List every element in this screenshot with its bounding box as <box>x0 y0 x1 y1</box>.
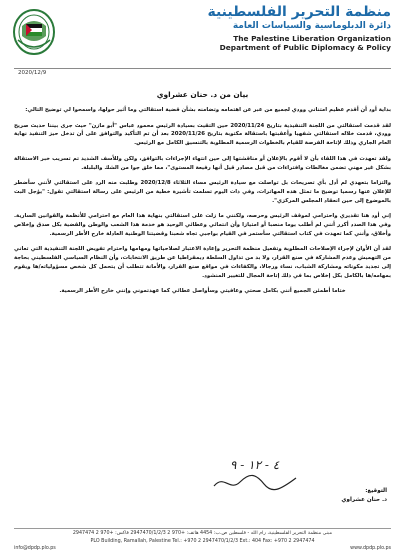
footer-contacts <box>14 546 391 551</box>
footer-website: www.dpdp.plo.ps <box>350 546 391 551</box>
footer-address-english: PLO Building, Ramallah, Palestine Tel.: +970 2 2947470/1/2/3 Ext.: 404 Fax: +970 2 2947474 <box>90 539 315 544</box>
paragraph-resignation: لقد قدمت استقالتي من اللجنة التنفيذية بتاريخ 2020/11/24 حين التقيت بسيادة الرئيس محمود عباس "أبو مازن" حيث جرى بيننا حديث صريح وودي، قدمت خلاله استقالتي شفهيا وأعقبتها باستقالة مكتوبة بتاريخ 2020/11/26 بعد أن تم التأكيد والتوافق على أن تدخل حيز التنفيذ نهاية العام الجاري وذلك لإتاحة الفرصة للقيام بالخطوات الرسمية المطلوبة بالتنسيق الكامل مع الرئيس. <box>14 122 391 147</box>
plo-emblem-icon <box>10 6 58 58</box>
signature-icon <box>210 470 300 494</box>
letterhead-text <box>141 4 391 52</box>
letterhead <box>0 0 405 66</box>
department-name-arabic: دائرة الدبلوماسية والسياسات العامة <box>232 21 391 31</box>
footer-address-arabic: مبنى منظمة التحرير الفلسطينية، رام الله - فلسطين ص.ب: 4454 هاتف: +970 2 2947470/1/2/3 فاكس: +970 2 2947474 <box>72 531 333 536</box>
footer-divider <box>14 528 391 529</box>
signature-block <box>341 487 387 505</box>
letter-subject: بيان من د. حنان عشراوي <box>156 90 249 99</box>
paragraph-pledge: ولقد تعهدت في هذا اللقاء بأن لا أقوم بالإعلان أو مناقشتها إلى حين انتهاء الإجراءات بالتوافق، ولكن وللأسف الشديد تم تسريب خبر الاستقالة بشكل غير مهني تضمن مغالطات وافتراءات من قبل مصادر قيل أنها رفيعة المستوى"، مما خلق جوا من الشك والبلبلة. <box>14 155 391 171</box>
paragraph-intro: بداية أود أن أقدم عظيم امتناني وودي لجميع من عبر عن اهتمامه وتضامنه بشأن قضية استقالتي وما أثير حولها، واسمحوا لي توضيح التالي: <box>25 107 391 113</box>
signatory-name: د. حنان عشراوي <box>341 497 387 503</box>
paragraph-closing: ختاما أطمئن الجميع أنني بكامل صحتي وعافيتي وسأواصل عطائي كما عهدتموني وإنني خارج الأطر الرسمية. <box>59 288 346 295</box>
paragraph-appreciation: إني أود هنا تقديري واحترامي لموقف الرئيس وحرصه، ولكنني ما زلت على استقالتي بنهاية هذا العام مع احترامي للأنظمة والقوانين السارية. وفي هذا الصدد أكرر أنني لم أطلب يوما منصبا أو امتيازا وأن انتمائي وعطائي الوحيد هو خدمة هذا الشعب والوطن والقضية بكل صدق وإخلاص وأخلاق، وأنني كما تعهدت في كتاب استقالتي سأستمر في القيام بواجبي تجاه شعبنا وقضيتنا الوطنية العادلة خارج الأطر الرسمية. <box>14 213 391 237</box>
org-name-english: The Palestine Liberation Organization <box>233 34 391 43</box>
header-divider <box>14 68 391 69</box>
org-name-arabic: منظمة التحرير الفلسطينية <box>207 4 391 20</box>
paragraph-commitment: والتزاما بتعهدي لم أدل بأي تصريحات بل تواصلت مع سيادة الرئيس مساء الثلاثاء 2020/12/8 وطلبت منه الرد على استقالتي لأنني سأضطر للإعلان عنها رسميا توضيح ما تمثل هذه المهاترات، وفي ذات اليوم تسلمت تأشيرة خطية من الرئيس على رسالة استقالتي تقول: "يؤجل البت بالموضوع إلى حين انعقاد المجلس المركزي". <box>14 180 391 204</box>
department-name-english: Department of Public Diplomacy & Policy <box>219 43 391 52</box>
reference-number: 2020/12/9 <box>18 70 47 76</box>
letter-body <box>14 106 391 303</box>
handwritten-date: ٤ - ١٢ - ٩ <box>230 458 280 472</box>
paragraph-reform: لقد آن الأوان لإجراء الإصلاحات المطلوبة وتفعيل منظمة التحرير وإعادة الاعتبار لصلاحياتها ومهامها واحترام تفويض اللجنة التنفيذية التي تعاني من التهميش وعدم المشاركة في صنع القرار، ولا بد من تداول السلطة ديمقراطيا عن طريق الانتخابات، وأن النظام السياسي الفلسطيني بحاجة إلى تجديد مكوناته ومشاركة الشباب، نساء ورجالا، والكفاءات في مواقع صنع القرار، والأمانة تتطلب أن يتحمل كل شخص مسؤولياته/ها ويقوم بمهامه/ها بالكامل بكل إخلاص بما في ذلك إتاحة المجال للتغيير المنشود. <box>14 246 391 279</box>
signoff-label: التوقيع: <box>365 488 387 494</box>
footer-email: info@dpdp.plo.ps <box>14 546 56 551</box>
